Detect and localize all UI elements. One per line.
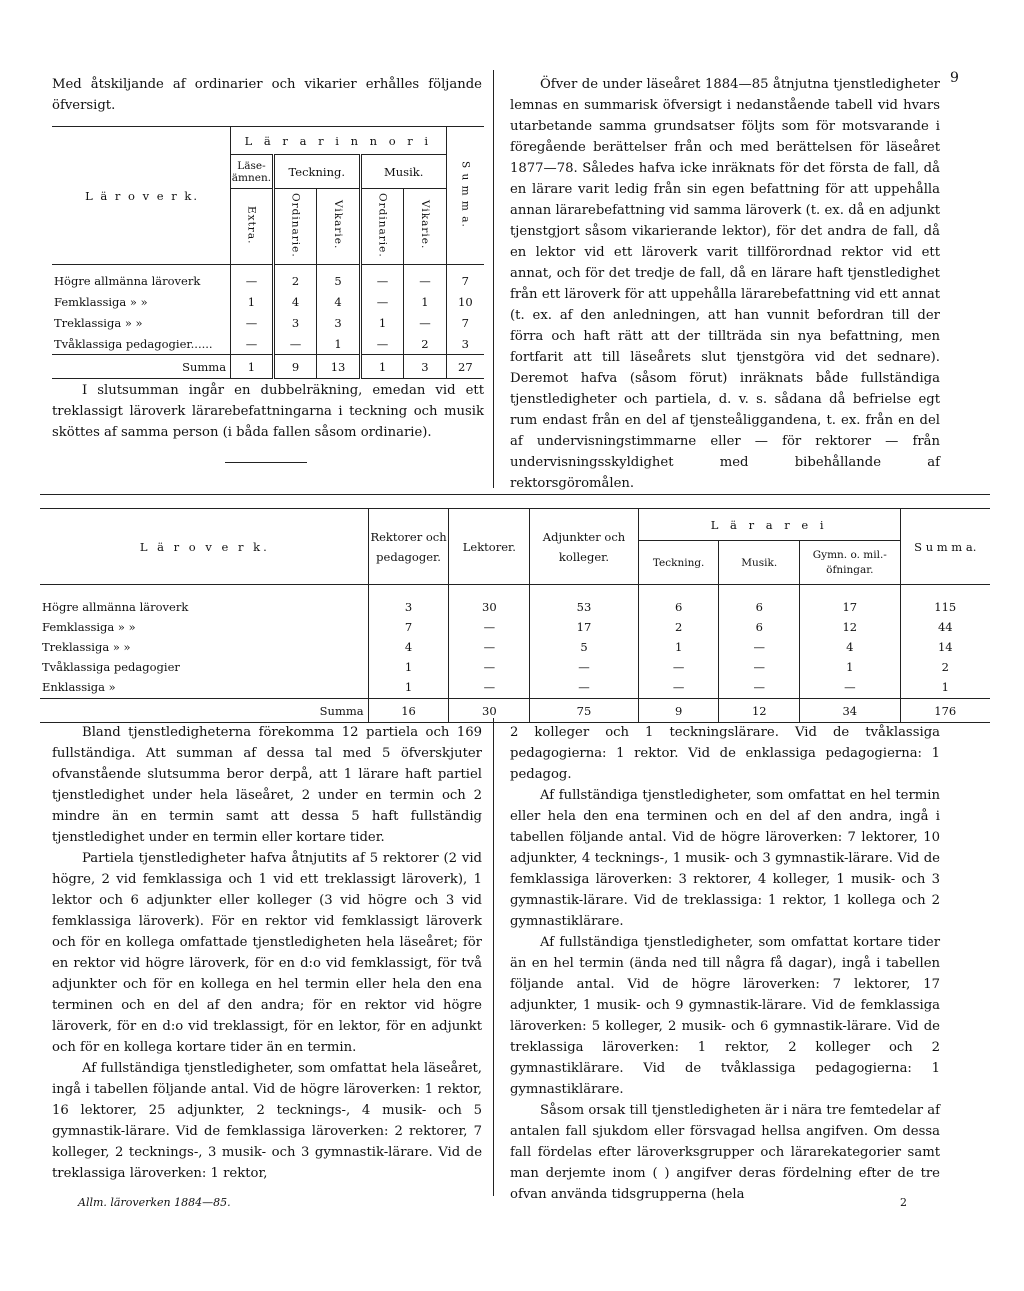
- table-leave-summary: [40, 508, 990, 723]
- table-row: Högre allmänna läroverk — 2 5 — — 7: [52, 271, 484, 292]
- paragraph: Såsom orsak till tjenstledigheten är i nära tre femtedelar af antalen fall sjukdom eller försvagad hellsa angifven. Om dessa fall fördelas efter läroverksgrupper och lärarekategorier samt man derjemte inom ( ) angifver deras fördelning efter de tre ofvan använda tidsgrupperna (hela: [510, 1103, 940, 1202]
- paragraph: Af fullständiga tjenstledigheter, som omfattat kortare tider än en hel termin (ända ned till några få dagar), ingå i tabellen följande antal. Vid de högre läroverken: 7 lektorer, 17 adjunkter, 1 musik- och 9 gymnastik-lärare. Vid de femklassiga läroverken: 5 kolleger, 2 musik- och 6 gymnastik-lärare. Vid de treklassiga läroverken: 1 rektor, 2 kolleger och 2 gymnastiklärare. Vid de tvåklassiga pedagogierna: 1 gymnastiklärare.: [510, 935, 940, 1097]
- t2-header-rektorer: Rektorer och pedagoger.: [368, 509, 449, 585]
- table-total-row: Summa 1 9 13 1 3 27: [52, 355, 484, 379]
- footer-publication: Allm. läroverken 1884—85.: [78, 1196, 231, 1209]
- table-teachers-women: [52, 126, 484, 379]
- right-top: [510, 74, 940, 494]
- table-row: Tvåklassiga pedagogier...... — — 1 — 2 3: [52, 334, 484, 355]
- table-row: Enklassiga » 1 — — — — — 1: [40, 677, 990, 699]
- paragraph: Af fullständiga tjenstledigheter, som omfattat hela läseåret, ingå i tabellen följande antal. Vid de högre läroverken: 1 rektor, 16 lektorer, 25 adjunkter, 2 tecknings-, 4 musik- och 5 gymnastik-lärare. Vid de femklassiga läroverken: 2 rektorer, 7 kolleger, 2 tecknings-, 3 musik- och 3 gymnastik-lärare. Vid de treklassiga läroverken: 1 rektor,: [52, 1061, 482, 1181]
- t1-sub-ordinarie-teckning: Ordinarie.: [273, 189, 316, 265]
- t1-sub-vikarie-musik: Vikarie.: [404, 189, 446, 265]
- table-row: Högre allmänna läroverk 3 30 53 6 6 17 115: [40, 597, 990, 617]
- t1-header-laseamnen: Läse-ämnen.: [231, 155, 274, 189]
- table-row: Treklassiga » » 4 — 5 1 — 4 14: [40, 637, 990, 657]
- footer-signature: 2: [900, 1196, 907, 1209]
- tjenstledigheter-intro: Öfver de under läseåret 1884—85 åtnjutna tjenstledigheter lemnas en summarisk öfversigt i nedanstående tabell vid hvars utarbetande samma grundsatser följts som för motsvarande i föregående berättelser från och med berättelsen för läseåret 1877—78. Således hafva icke inräknats för det första de fall, då en lärare varit ledig från sin egen befattning för att uppehålla annan lärarebefattning vid samma läroverk (t. ex. då en adjunkt tjenstgjort såsom vikarierande lektor), för det andra de fall, då en lektor vid ett läroverk varit tillförordnad rektor vid ett annat, och för det tredje de fall, då en lärare haft tjenstledighet från ett läroverk för att uppehålla lärarebefattning vid ett annat (t. ex. af den anledningen, att han vunnit befordran till der förra och haft rätt att der tillträda sin nya befattning, men fortfarit att till läseårets slut tjenstgöra vid det sednare). Deremot hafva (såsom förut) inräknats både fullständiga tjenstledigheter och partiela, d. v. s. sådana då befrielse egt rum endast från en del af tjensteåliggandena, t. ex. från en del af undervisningstimmarne eller — för rektorer — från undervisningsskyldighet med bibehållande af rektorsgöromålen.: [510, 77, 940, 491]
- right-bottom: [510, 722, 940, 1205]
- paragraph: Partiela tjenstledigheter hafva åtnjutits af 5 rektorer (2 vid högre, 2 vid femklassiga och 1 vid ett treklassigt läroverk), 1 lektor och 6 adjunkter eller kolleger (3 vid högre och 3 vid femklassiga läroverk). För en rektor vid femklassigt läroverk och för en kollega omfattade tjenstledigheten hela läseåret; för en rektor vid högre läroverk, för en d:o vid femklassigt, för två adjunkter och för en kollega en hel termin eller hela den ena terminen och en del af den andra; för en rektor vid högre läroverk, för en d:o vid treklassigt, för en lektor, för en adjunkt och för en kollega kortare tider än en termin.: [52, 851, 482, 1055]
- column-divider: [493, 70, 494, 488]
- left-bottom: [52, 722, 482, 1184]
- section-divider: [40, 494, 990, 495]
- table-row: Tvåklassiga pedagogier 1 — — — — 1 2: [40, 657, 990, 677]
- t2-header-summa: S u m m a.: [900, 509, 990, 585]
- dubbelrakning-paragraph: I slutsumman ingår en dubbelräkning, emedan vid ett treklassigt läroverk lärarebefattningarna i teckning och musik sköttes af samma person (i båda fallen såsom ordinarie).: [52, 383, 484, 440]
- t2-header-gymn: Gymn. o. mil.-öfningar.: [800, 541, 901, 585]
- table-total-row: Summa 16 30 75 9 12 34 176: [40, 699, 990, 723]
- left-intro: [52, 74, 482, 116]
- t2-header-teckning: Teckning.: [638, 541, 719, 585]
- t1-header-musik: Musik.: [360, 155, 446, 189]
- t1-header-summa: S u m m a.: [446, 127, 484, 265]
- divider: [225, 462, 307, 463]
- intro-paragraph: Med åtskiljande af ordinarier och vikarier erhålles följande öfversigt.: [52, 77, 482, 113]
- t2-header-laroverk: L ä r o v e r k.: [139, 539, 270, 554]
- t2-header-lektorer: Lektorer.: [449, 509, 530, 585]
- t1-sub-vikarie-teckning: Vikarie.: [317, 189, 360, 265]
- t2-header-adjunkter: Adjunkter och kolleger.: [530, 509, 639, 585]
- paragraph: Af fullständiga tjenstledigheter, som omfattat en hel termin eller hela den ena terminen och en del af den andra, ingå i tabellen följande antal. Vid de högre läroverken: 7 lektorer, 10 adjunkter, 4 tecknings-, 1 musik- och 3 gymnastik-lärare. Vid de femklassiga läroverken: 3 rektorer, 4 kolleger, 1 musik- och 3 gymnastik-lärare. Vid de treklassiga: 1 rektor, 1 kollega och 2 gymnastiklärare.: [510, 788, 940, 929]
- table-row: Treklassiga » » — 3 3 1 — 7: [52, 313, 484, 334]
- t1-header-laroverk: L ä r o v e r k.: [85, 188, 199, 203]
- t2-header-larare: L ä r a r e i: [638, 509, 900, 541]
- t2-header-musik: Musik.: [719, 541, 800, 585]
- column-divider: [493, 718, 494, 1196]
- left-after-table: [52, 380, 484, 443]
- page-number: 9: [950, 70, 959, 86]
- paragraph: Bland tjenstledigheterna förekomma 12 partiela och 169 fullständiga. Att summan af dessa tal med 5 öfverskjuter ofvanstående slutsumma beror derpå, att 1 lärare haft partiel tjenstledighet under hela läseåret, 2 under en termin och 2 mindre än en termin samt att dessa 5 haft fullständig tjenstledighet under en termin eller kortare tider.: [52, 725, 482, 845]
- t1-header-lararinnor: L ä r a r i n n o r i: [231, 127, 447, 155]
- t1-header-teckning: Teckning.: [273, 155, 360, 189]
- table-row: Femklassiga » » 7 — 17 2 6 12 44: [40, 617, 990, 637]
- paragraph: 2 kolleger och 1 teckningslärare. Vid de tvåklassiga pedagogierna: 1 rektor. Vid de enklassiga pedagogierna: 1 pedagog.: [510, 725, 940, 782]
- t1-sub-ordinarie-musik: Ordinarie.: [360, 189, 403, 265]
- t1-sub-extra: Extra.: [231, 189, 274, 265]
- table-row: Femklassiga » » 1 4 4 — 1 10: [52, 292, 484, 313]
